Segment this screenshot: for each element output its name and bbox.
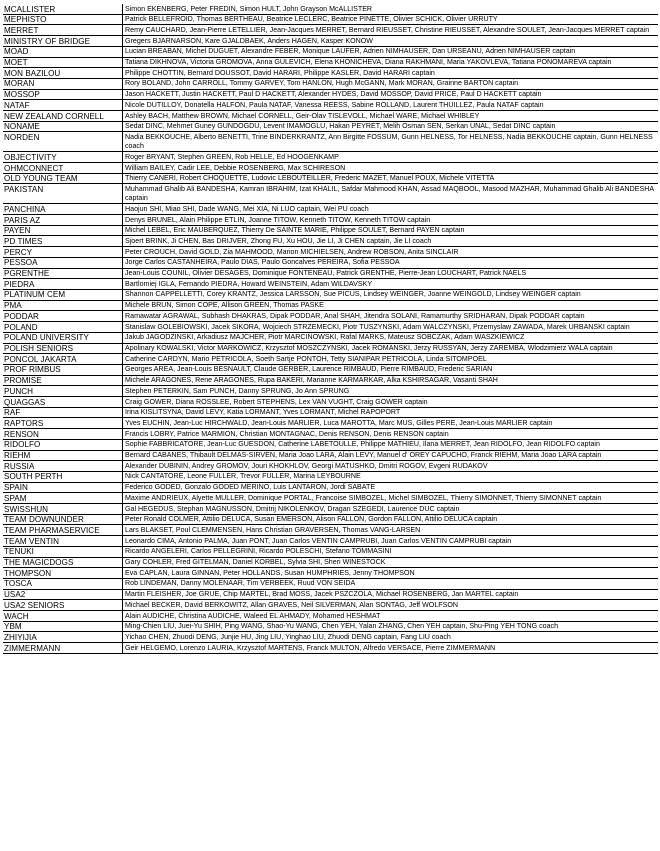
team-name: PONCOL JAKARTA — [4, 354, 77, 364]
team-members: Bernard CABANES, Thibault DELMAS-SIRVEN, Maria Joao LARA, Alain LEVY, Manuel d' OREY CAPUCHO, Franck RIEHM, Maria Joao LARA captain — [122, 451, 658, 461]
table-row — [3, 236, 658, 247]
team-members: Peter Ronald COLMER, Attilio DELUCA, Susan EMERSON, Alison FALLON, Gordon FALLON, Attilio DELUCA captain — [122, 515, 658, 525]
team-members: Nick CANTATORE, Leone FULLER, Trevor FULLER, Marina LEYBOURNE — [122, 472, 658, 482]
team-name: PESSOA — [4, 258, 38, 268]
team-name: YBM — [4, 622, 22, 632]
table-row — [3, 47, 658, 58]
team-members: Ming-Chien LIU, Juei-Yu SHIH, Ping WANG, Shao-Yu WANG, Chen YEH, Yalan ZHANG, Chen YEH captain, Shu-Ping YEH TONG coach — [122, 622, 658, 632]
table-row — [3, 504, 658, 515]
team-name: PROMISE — [4, 376, 42, 386]
table-row — [3, 15, 658, 26]
table-row — [3, 247, 658, 258]
table-row — [3, 58, 658, 69]
table-row — [3, 365, 658, 376]
team-name: NORDEN — [4, 132, 40, 142]
team-members: Ramawatar AGRAWAL, Subhash DHAKRAS, Dipak PODDAR, Anal SHAH, Jitendra SOLANI, Ramamurthy SRIDHARAN, Dipak PODDAR captain — [122, 311, 658, 321]
team-name: OBJECTIVITY — [4, 152, 57, 162]
table-row — [3, 397, 658, 408]
team-members: Apolinary KOWALSKI, Victor MARKOWICZ, Krzysztof MOSZCZYNSKI, Jacek ROMANSKI, Jerzy RUSSYAN, Jerzy ZAREMBA, Wlodzimierz WALA captain — [122, 344, 658, 354]
table-row — [3, 568, 658, 579]
table-row — [3, 111, 658, 122]
team-name: PANCHINA — [4, 204, 46, 214]
team-members: Geir HELGEMO, Lorenzo LAURIA, Krzysztof MARTENS, Franck MULTON, Alfredo VERSACE, Pierre ZIMMERMANN — [122, 643, 658, 653]
team-members: Eva CAPLAN, Laura GINNAN, Peter HOLLANDS, Susan HUMPHRIES, Jenny THOMPSON — [122, 568, 658, 578]
team-members: Sophie FABBRICATORE, Jean-Luc GUESDON, Catherine LABETOULLE, Philippe MATHIEU, Ilana MERRET, Jean RIDOLFO, Jean RIDOLFO captain — [122, 440, 658, 450]
table-row — [3, 643, 658, 654]
table-row — [3, 152, 658, 163]
table-row — [3, 322, 658, 333]
table-row — [3, 525, 658, 536]
team-name: PLATINUM CEM — [4, 290, 66, 300]
team-members: Michele BRUN, Simon COPE, Allison GREEN, Thomas PASKE — [122, 301, 658, 311]
table-row — [3, 301, 658, 312]
team-name: POLAND UNIVERSITY — [4, 333, 89, 343]
table-row — [3, 333, 658, 344]
table-row — [3, 344, 658, 355]
team-members: Roger BRYANT, Stephen GREEN, Rob HELLE, Ed HOOGENKAMP — [122, 152, 658, 162]
team-name: TEAM PHARMASERVICE — [4, 525, 100, 535]
table-row — [3, 386, 658, 397]
table-row — [3, 451, 658, 462]
team-members: Irina KISLITSYNA, David LEVY, Katia LORMANT, Yves LORMANT, Michel RAPOPORT — [122, 408, 658, 418]
table-row — [3, 163, 658, 174]
team-members: Peter CROUCH, David GOLD, Zia MAHMOOD, Marion MICHIELSEN, Andrew ROBSON, Anita SINCLAIR — [122, 247, 658, 257]
team-name: RIDOLFO — [4, 440, 41, 450]
team-members: Martin FLEISHER, Joe GRUE, Chip MARTEL, Brad MOSS, Jacek PSZCZOLA, Michael ROSENBERG, Jan MARTEL captain — [122, 590, 658, 600]
team-members: Haojun SHI, Miao SHI, Dade WANG, Mei XIA, Ni LUO captain, Wei PU coach — [122, 204, 658, 214]
team-name: RAF — [4, 408, 21, 418]
table-row — [3, 79, 658, 90]
team-name: RENSON — [4, 429, 39, 439]
table-row — [3, 174, 658, 185]
team-members: Federico GODED, Gonzalo GODED MERINO, Luis LANTARON, Jordi SABATE — [122, 483, 658, 493]
team-members: Remy CAUCHARD, Jean-Pierre LETELLIER, Jean-Jacques MERRET, Bernard RIEUSSET, Christine RIEUSSET, Alexandre SOULET, Jean-Jacques MERRET captain — [122, 25, 658, 35]
table-row — [3, 90, 658, 101]
team-name: RAPTORS — [4, 418, 44, 428]
table-row — [3, 258, 658, 269]
table-row — [3, 36, 658, 47]
team-members: Jason HACKETT, Justin HACKETT, Paul D HACKETT, Alexander HYDES, David MOSSOP, David PRICE, Paul D HACKETT captain — [122, 90, 658, 100]
table-row — [3, 215, 658, 226]
team-members: Alexander DUBININ, Andrey GROMOV, Jouri KHOKHLOV, Georgi MATUSHKO, Dmitri ROGOV, Evgeni RUDAKOV — [122, 461, 658, 471]
team-members: William BAILEY, Cadir LEE, Debbie ROSENBERG, Max SCHIRESON — [122, 163, 658, 173]
team-name: TEAM VENTIN — [4, 536, 59, 546]
team-name: PROF RIMBUS — [4, 365, 61, 375]
table-row — [3, 472, 658, 483]
team-name: PGRENTHE — [4, 269, 50, 279]
table-row — [3, 132, 658, 152]
table-row — [3, 25, 658, 36]
table-row — [3, 536, 658, 547]
table-row — [3, 461, 658, 472]
table-row — [3, 483, 658, 494]
team-name: PMA — [4, 301, 22, 311]
team-members: Alain AUDICHE, Christina AUDICHE, Waleed EL AHMADY, Mohamed HESHMAT — [122, 611, 658, 621]
team-members: Ricardo ANGELERI, Carlos PELLEGRINI, Ricardo POLESCHI, Stefano TOMMASINI — [122, 547, 658, 557]
team-members: Thierry CANERI, Robert CHOQUETTE, Ludovic LEBOUTEILLER, Frederic MAZET, Manuel POUX, Michele VITETTA — [122, 174, 658, 184]
team-members: Patrick BELLEFROID, Thomas BERTHEAU, Beatrice LECLERC, Beatrice PINETTE, Olivier SCHICK, Olivier URRUTY — [122, 15, 658, 25]
team-members: Rob LINDEMAN, Danny MOLENAAR, Tim VERBEEK, Ruud VON SEIDA — [122, 579, 658, 589]
table-row — [3, 590, 658, 601]
team-members: Francis LOBRY, Patrice MARMION, Christian MONTAGNAC, Denis RENSON, Denis RENSON captain — [122, 429, 658, 439]
table-row — [3, 632, 658, 643]
team-members: Simon EKENBERG, Peter FREDIN, Simon HULT, John Grayson McALLISTER — [122, 4, 658, 14]
team-members: Ashley BACH, Matthew BROWN, Michael CORNELL, Geir-Olav TISLEVOLL, Michael WARE, Michael WHIBLEY — [122, 111, 658, 121]
table-row — [3, 122, 658, 133]
team-name: MOET — [4, 58, 28, 68]
team-members: Tatiana DIKHNOVA, Victoria GROMOVA, Anna GULEVICH, Elena KHONICHEVA, Diana RAKHMANI, Maria YAKOVLEVA, Tatiana PONOMAREVA captain — [122, 58, 658, 68]
team-members: Gary COHLER, Fred GITELMAN, Daniel KORBEL, Sylvia SHI, Sheri WINESTOCK — [122, 558, 658, 568]
team-members: Lars BLAKSET, Poul CLEMMENSEN, Hans Christian GRAVERSEN, Thomas VANG-LARSEN — [122, 525, 658, 535]
table-row — [3, 429, 658, 440]
team-members: Stanislaw GOLEBIOWSKI, Jacek SIKORA, Wojciech STRZEMECKI, Piotr TUSZYNSKI, Adam WALCZYNSKI, Przemyslaw ZAWADA, Marek URBANSKI captain — [122, 322, 658, 332]
table-row — [3, 279, 658, 290]
table-row — [3, 558, 658, 569]
team-name: MINISTRY OF BRIDGE — [4, 36, 91, 46]
team-name: OLD YOUNG TEAM — [4, 174, 78, 184]
team-members: Nadia BEKKOUCHE, Alberto BENETTI, Trine BINDERKRANTZ, Ann Birgitte FOSSUM, Gunn HELNESS, Tor HELNESS, Nadia BEKKOUCHE captain, Gunn HELNESS coach — [122, 132, 658, 151]
table-row — [3, 184, 658, 204]
table-row — [3, 611, 658, 622]
team-members: Bartlomiej IGLA, Fernando PIEDRA, Howard WEINSTEIN, Adam WILDAVSKY — [122, 279, 658, 289]
team-members: Stephen PETERKIN, Sam PUNCH, Danny SPRUNG, Jo Ann SPRUNG — [122, 386, 658, 396]
team-members: Michael BECKER, David BERKOWITZ, Allan GRAVES, Neil SILVERMAN, Alan SONTAG, Jeff WOLFSON — [122, 600, 658, 610]
team-members: Leonardo CIMA, Antonio PALMA, Juan PONT, Juan Carlos VENTIN CAMPRUBI, Juan Carlos VENTIN CAMPRUBI captain — [122, 536, 658, 546]
team-name: SPAM — [4, 493, 27, 503]
table-row — [3, 376, 658, 387]
team-members: Lucian BREABAN, Michel DUGUET, Alexandre FEBER, Monique LAUFER, Adrien NIMHAUSER, Dan URSEANU, Adrien NIMHAUSER captain — [122, 47, 658, 57]
table-row — [3, 418, 658, 429]
team-name: NEW ZEALAND CORNELL — [4, 111, 104, 121]
team-name: WACH — [4, 611, 29, 621]
team-name: MORAN — [4, 79, 35, 89]
team-name: TOSCA — [4, 579, 32, 589]
team-members: Michele ARAGONES, Rene ARAGONES, Rupa BAKERI, Marianne KARMARKAR, Alka KSHIRSAGAR, Vasanti SHAH — [122, 376, 658, 386]
team-members: Jakub JAGODZINSKI, Arkadiusz MAJCHER, Piotr MARCINOWSKI, Rafal MARKS, Mateusz SOBCZAK, Adam WASZKIEWICZ — [122, 333, 658, 343]
table-row — [3, 354, 658, 365]
team-name: TEAM DOWNUNDER — [4, 515, 84, 525]
team-name: ZIMMERMANN — [4, 643, 61, 653]
team-name: SWISSHUN — [4, 504, 49, 514]
team-name: PERCY — [4, 247, 33, 257]
team-name: MERRET — [4, 25, 39, 35]
table-row — [3, 4, 658, 15]
team-name: MON BAZILOU — [4, 68, 61, 78]
team-name: PAYEN — [4, 226, 31, 236]
team-members: Sedat DINC, Mehmet Guney GUNDOGDU, Levent IMAMOGLU, Hakan PEYRET, Melih Osman SEN, Serkan UNAL, Sedat DINC captain — [122, 122, 658, 132]
team-members: Shannon CAPPELLETTI, Corey KRANTZ, Jessica LARSSON, Sue PICUS, Lindsey WEINGER, Joanne WEINGOLD, Lindsey WEINGER captain — [122, 290, 658, 300]
team-members: Yves EUCHIN, Jean-Luc HIRCHWALD, Jean-Louis MARLIER, Luca MAROTTA, Marc MUS, Gilles PERE, Jean-Louis MARLIER captain — [122, 418, 658, 428]
team-name: MCALLISTER — [4, 4, 56, 14]
team-members: Philippe CHOTTIN, Bernard DOUSSOT, David HARARI, Philippe KASLER, David HARARI captain — [122, 68, 658, 78]
team-members: Jorge Carlos CASTANHEIRA, Paulo DIAS, Paulo Goncalves PEREIRA, Sofia PESSOA — [122, 258, 658, 268]
team-name: OHMCONNECT — [4, 163, 64, 173]
team-name: PODDAR — [4, 311, 39, 321]
team-members: Sjoert BRINK, Ji CHEN, Bas DRIJVER, Zhong FU, Xu HOU, Jie LI, Ji CHEN captain, Jie LI coach — [122, 236, 658, 246]
table-row — [3, 515, 658, 526]
team-name: MEPHISTO — [4, 15, 47, 25]
team-name: THOMPSON — [4, 568, 52, 578]
team-members: Rory BOLAND, John CARROLL, Tommy GARVEY, Tom HANLON, Hugh McGANN, Mark MORAN, Grainne BARTON captain — [122, 79, 658, 89]
team-name: THE MAGICDOGS — [4, 558, 74, 568]
team-name: USA2 SENIORS — [4, 600, 65, 610]
team-name: PUNCH — [4, 386, 34, 396]
team-members: Gal HEGEDUS, Stephan MAGNUSSON, Dmitrij NIKOLENKOV, Dragan SZEGEDI, Laurence DUC captain — [122, 504, 658, 514]
team-name: TENUKI — [4, 547, 34, 557]
team-members: Michel LEBEL, Eric MAUBERQUEZ, Thierry De SAINTE MARIE, Philippe SOULET, Bernard PAYEN captain — [122, 226, 658, 236]
table-row — [3, 290, 658, 301]
table-row — [3, 311, 658, 322]
team-name: PAKISTAN — [4, 184, 44, 194]
table-row — [3, 547, 658, 558]
team-name: POLAND — [4, 322, 38, 332]
team-name: QUAGGAS — [4, 397, 46, 407]
team-name: MOAD — [4, 47, 29, 57]
team-name: ZHIYIJIA — [4, 632, 37, 642]
team-name: NONAME — [4, 122, 40, 132]
team-members: Jean-Louis COUNIL, Olivier DESAGES, Dominique FONTENEAU, Patrick GRENTHE, Pierre-Jean LOUCHART, Patrick NAELS — [122, 269, 658, 279]
team-members: Muhammad Ghalib Ali BANDESHA, Kamran IBRAHIM, Izat KHALIL, Safdar Mahmood KHAN, Assad MAQBOOL, Masood MAZHAR, Muhammad Ghalib Ali BANDESHA captain — [122, 184, 658, 203]
team-name: SPAIN — [4, 483, 28, 493]
team-name: MOSSOP — [4, 90, 40, 100]
team-name: PARIS AZ — [4, 215, 41, 225]
team-members: Craig GOWER, Diana ROSSLEE, Robert STEPHENS, Lex VAN VUGHT, Craig GOWER captain — [122, 397, 658, 407]
team-name: USA2 — [4, 590, 26, 600]
team-name: PD TIMES — [4, 236, 43, 246]
table-row — [3, 226, 658, 237]
team-name: SOUTH PERTH — [4, 472, 63, 482]
team-members: Denys BRUNEL, Alain Philippe ETLIN, Joanne TITOW, Kenneth TITOW, Kenneth TITOW captain — [122, 215, 658, 225]
team-members: Yichao CHEN, Zhuodi DENG, Junjie HU, Jing LIU, Yinghao LIU, Zhuodi DENG captain, Fang LIU coach — [122, 632, 658, 642]
team-members: Gregers BJARNARSON, Kare GJALDBAEK, Anders HAGEN, Kasper KONOW — [122, 36, 658, 46]
table-row — [3, 579, 658, 590]
table-row — [3, 440, 658, 451]
team-name: RIEHM — [4, 451, 31, 461]
table-row — [3, 68, 658, 79]
team-name: PIEDRA — [4, 279, 35, 289]
team-members: Nicole DUTILLOY, Donatella HALFON, Paula NATAF, Vanessa REESS, Sabine ROLLAND, Laurent THUILLEZ, Paula NATAF captain — [122, 100, 658, 110]
team-members: Georges AREA, Jean-Louis BESNAULT, Claude GERBER, Laurence RIMBAUD, Pierre RIMBAUD, Frederic SARIAN — [122, 365, 658, 375]
team-name: POLISH SENIORS — [4, 344, 74, 353]
table-row — [3, 408, 658, 419]
team-members: Catherine CARDYN, Mario PETRICOLA, Soeth Sartje PONTOH, Tetty SIANIPAR PETRICOLA, Linda SITOMPOEL — [122, 354, 658, 364]
table-row — [3, 493, 658, 504]
team-name: NATAF — [4, 100, 30, 110]
table-row — [3, 622, 658, 633]
team-members: Maxime ANDRIEUX, Alyette MULLER, Dominique PORTAL, Francoise SIMBOZEL, Michel SIMBOZEL, Thierry SIMONNET, Thierry SIMONNET captain — [122, 493, 658, 503]
table-row — [3, 269, 658, 280]
table-row — [3, 100, 658, 111]
table-row — [3, 600, 658, 611]
table-row — [3, 204, 658, 215]
team-name: RUSSIA — [4, 461, 35, 471]
